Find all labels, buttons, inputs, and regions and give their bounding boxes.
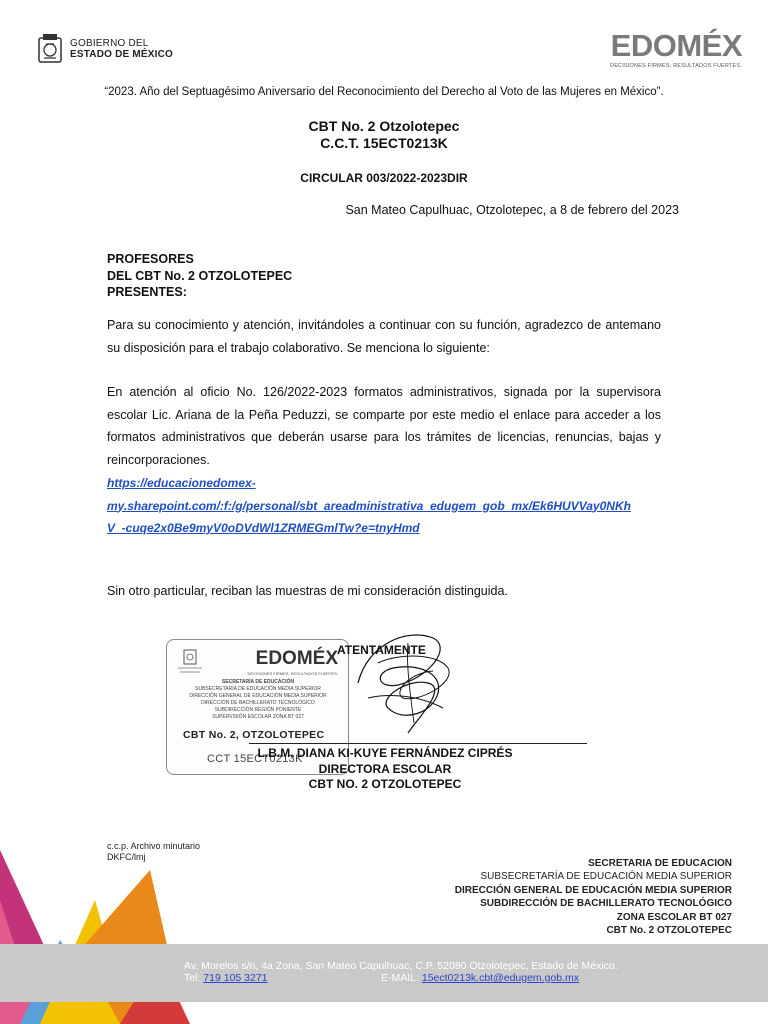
- ccp-line: DKFC/lmj: [107, 852, 146, 862]
- body-paragraph-2: En atención al oficio No. 126/2022-2023 formatos administrativos, signada por la supervisora escolar Lic. Ariana de la Peña Peduzzi, se comparte por este medio el enlace para acceder a los formatos administrativos que deberán usarse para los trámites de licencias, renuncias, bajas y reincorporaciones.: [107, 385, 661, 467]
- footer-line: SUBDIRECCIÓN DE BACHILLERATO TECNOLÓGICO: [480, 898, 732, 910]
- signer-role: DIRECTORA ESCOLAR: [318, 761, 452, 776]
- recipient-line: PROFESORES: [107, 252, 194, 266]
- footer-line: SUBSECRETARÍA DE EDUCACIÓN MEDIA SUPERIOR: [480, 871, 732, 883]
- signer-school: CBT NO. 2 OTZOLOTEPEC: [308, 777, 462, 791]
- signer-name: L.B.M. DIANA KI-KUYE FERNÁNDEZ CIPRÉS: [257, 746, 513, 760]
- phone-label: Tel:: [184, 972, 201, 984]
- gobierno-line2: ESTADO DE MÉXICO: [70, 49, 174, 60]
- stamp-line: SECRETARÍA DE EDUCACIÓN: [222, 679, 294, 685]
- gobierno-logo: [36, 32, 173, 66]
- contact-email: [381, 972, 579, 984]
- edomex-tagline: DECISIONES FIRMES, RESULTADOS FUERTES.: [610, 63, 742, 69]
- school-cct: C.C.T. 15ECT0213K: [320, 135, 448, 151]
- stamp-line: SUPERVISIÓN ESCOLAR ZONA BT 027: [212, 714, 304, 720]
- stamp-seal-icon: [175, 648, 205, 676]
- closing-sentence: Sin otro particular, reciban las muestras de mi consideración distinguida.: [107, 584, 508, 598]
- email-link[interactable]: 15ect0213k.cbt@edugem.gob.mx: [421, 972, 580, 984]
- handwritten-signature-icon: [348, 623, 468, 741]
- recipient-line: DEL CBT No. 2 OTZOLOTEPEC: [107, 268, 293, 283]
- ccp-line: c.c.p. Archivo minutario: [107, 841, 201, 851]
- stamp-cbt: CBT No. 2, OTZOLOTEPEC: [183, 729, 325, 741]
- circular-number: CIRCULAR 003/2022-2023DIR: [300, 171, 468, 185]
- school-heading: [0, 118, 768, 152]
- link-line[interactable]: V_-cuqe2x0Be9myV0oDVdWl1ZRMEGmlTw?e=tnyHmd: [107, 521, 420, 535]
- email-label: E-MAIL:: [381, 972, 419, 984]
- stamp-cct: CCT 15ECT0213K: [207, 753, 303, 765]
- footer-line: ZONA ESCOLAR BT 027: [616, 911, 732, 923]
- signature-line: [249, 743, 587, 744]
- link-line[interactable]: my.sharepoint.com/:f:/g/personal/sbt_areadministrativa_edugem_gob_mx/Ek6HUVVay0NKh: [107, 498, 631, 513]
- gobierno-name: [70, 38, 173, 60]
- contact-address: Av. Morelos s/n, 4a Zona, San Mateo Capulhuac, C.P. 52080 Otzolotepec, Estado de México.: [184, 960, 618, 972]
- edomex-wordmark: EDOMÉX: [610, 28, 742, 63]
- footer-line: SECRETARIA DE EDUCACION: [588, 858, 732, 869]
- contact-phone: [184, 972, 268, 984]
- stamp-brand: EDOMÉX: [255, 648, 338, 669]
- stamp-lines: [173, 679, 343, 721]
- year-motto: “2023. Año del Septuagésimo Aniversario del Reconocimiento del Derecho al Voto de las Mujeres en México”.: [104, 86, 664, 98]
- stamp-line: DIRECCIÓN DE BACHILLERATO TECNOLÓGICO: [201, 700, 315, 706]
- stamp-line: SUBDIRECCIÓN REGIÓN PONIENTE: [214, 707, 302, 713]
- stamp-line: DIRECCIÓN GENERAL DE EDUCACIÓN MEDIA SUPERIOR: [189, 693, 327, 699]
- footer-line: CBT No. 2 OTZOLOTEPEC: [606, 925, 732, 937]
- school-name: CBT No. 2 Otzolotepec: [308, 118, 460, 134]
- atentamente-label: ATENTAMENTE: [337, 643, 426, 657]
- footer-line: DIRECCIÓN GENERAL DE EDUCACIÓN MEDIA SUPERIOR: [454, 884, 732, 896]
- place-date: San Mateo Capulhuac, Otzolotepec, a 8 de febrero del 2023: [345, 203, 679, 217]
- state-seal-icon: [36, 32, 64, 66]
- contact-footer-bar: [0, 944, 768, 1002]
- edomex-logo: [610, 30, 742, 69]
- body-paragraph-1: Para su conocimiento y atención, invitándoles a continuar con su función, agradezco de antemano su disposición para el trabajo colaborativo. Se menciona lo siguiente:: [107, 318, 661, 355]
- recipient-line: PRESENTES:: [107, 285, 187, 299]
- footer-institution: [455, 857, 732, 937]
- gobierno-line1: GOBIERNO DEL: [70, 38, 149, 49]
- signature-block: [230, 746, 540, 793]
- recipients: [107, 251, 292, 301]
- link-line[interactable]: https://educacionedomex-: [107, 476, 256, 490]
- phone-link[interactable]: 719 105 3271: [203, 972, 268, 984]
- sharepoint-link[interactable]: [107, 472, 667, 540]
- stamp-tagline: DECISIONES FIRMES, RESULTADOS FUERTES.: [247, 671, 338, 676]
- stamp-line: SUBSECRETARÍA DE EDUCACIÓN MEDIA SUPERIOR: [195, 686, 321, 692]
